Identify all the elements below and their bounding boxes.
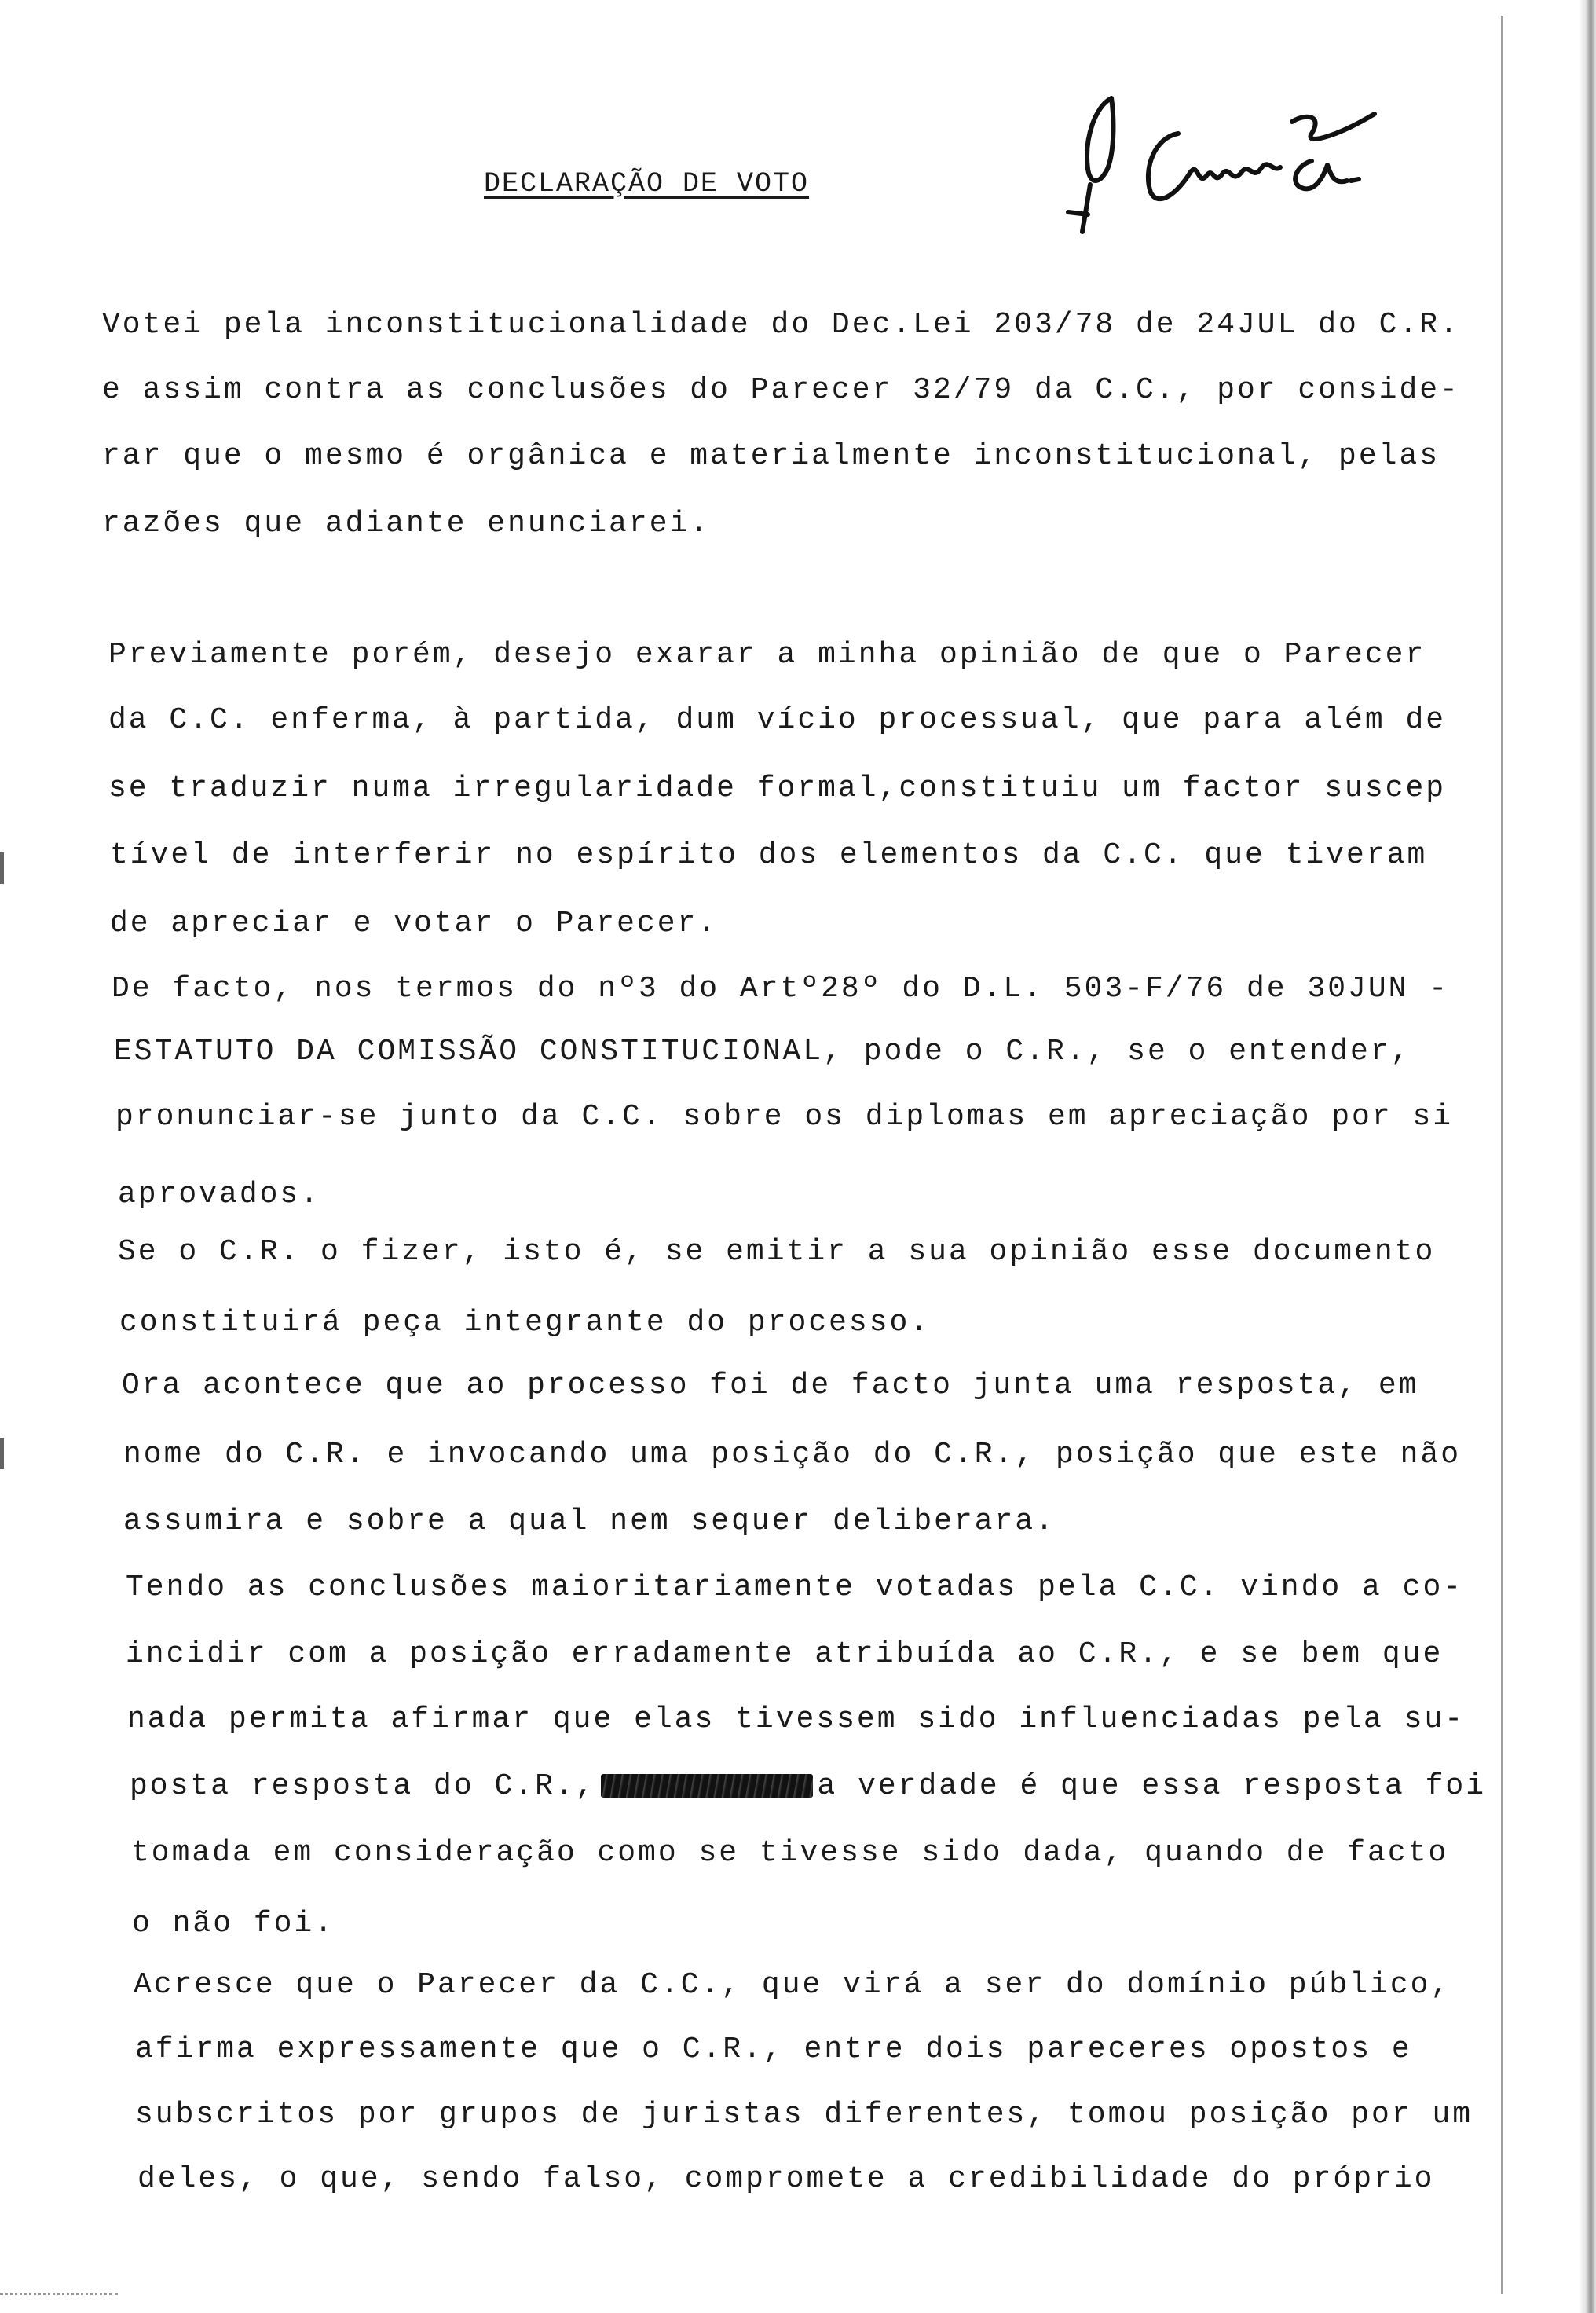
text-line-7: se traduzir numa irregularidade formal,constituiu um factor suscep bbox=[108, 772, 1447, 805]
text-line-20: incidir com a posição erradamente atribuída ao C.R., e se bem que bbox=[126, 1637, 1444, 1671]
text-line-1: Votei pela inconstitucionalidade do Dec.Lei 203/78 de 24JUL do C.R. bbox=[102, 308, 1460, 342]
text-line-26: afirma expressamente que o C.R., entre dois pareceres opostos e bbox=[135, 2033, 1412, 2066]
text-line-16: Ora acontece que ao processo foi de facto junta uma resposta, em bbox=[122, 1369, 1419, 1402]
text-line-19: Tendo as conclusões maioritariamente votadas pela C.C. vindo a co- bbox=[126, 1571, 1464, 1604]
scan-margin-line bbox=[1501, 16, 1503, 2294]
text-line-27: subscritos por grupos de juristas diferentes, tomou posição por um bbox=[135, 2098, 1473, 2132]
scan-bottom-dots bbox=[0, 2293, 118, 2297]
text-line-10: De facto, nos termos do nº3 do Artº28º do D.L. 503-F/76 de 30JUN - bbox=[112, 972, 1450, 1006]
text-line-18: assumira e sobre a qual nem sequer deliberara. bbox=[123, 1505, 1056, 1538]
scan-edge-mark bbox=[0, 852, 4, 884]
text-line-11: ESTATUTO DA COMISSÃO CONSTITUCIONAL, pode o C.R., se o entender, bbox=[114, 1035, 1411, 1069]
text-line-6: da C.C. enferma, à partida, dum vício processual, que para além de bbox=[108, 703, 1447, 737]
text-line-13: aprovados. bbox=[118, 1178, 321, 1211]
scan-edge-right bbox=[1579, 0, 1596, 2313]
text-line-5: Previamente porém, desejo exarar a minha opinião de que o Parecer bbox=[108, 638, 1426, 672]
text-line-2: e assim contra as conclusões do Parecer 32/79 da C.C., por conside- bbox=[102, 373, 1460, 407]
text-line-3: rar que o mesmo é orgânica e materialmente inconstitucional, pelas bbox=[102, 439, 1440, 473]
redaction-mark bbox=[601, 1774, 813, 1798]
text-line-22-start: posta resposta do C.R., bbox=[130, 1769, 596, 1803]
handwritten-signature bbox=[1052, 75, 1398, 244]
text-line-25: Acresce que o Parecer da C.C., que virá a ser do domínio público, bbox=[134, 1968, 1451, 2002]
text-line-22 bbox=[130, 1769, 1487, 1803]
text-line-24: o não foi. bbox=[132, 1907, 335, 1941]
text-line-4: razões que adiante enunciarei. bbox=[102, 507, 711, 541]
text-line-12: pronunciar-se junto da C.C. sobre os diplomas em apreciação por si bbox=[115, 1100, 1454, 1134]
text-line-14: Se o C.R. o fizer, isto é, se emitir a sua opinião esse documento bbox=[118, 1235, 1436, 1269]
text-line-28: deles, o que, sendo falso, compromete a credibilidade do próprio bbox=[137, 2162, 1435, 2196]
scan-edge-mark bbox=[0, 1438, 4, 1469]
document-title: DECLARAÇÃO DE VOTO bbox=[484, 168, 810, 200]
signature-icon bbox=[1052, 75, 1398, 244]
text-line-9: de apreciar e votar o Parecer. bbox=[110, 907, 719, 940]
text-line-17: nome do C.R. e invocando uma posição do C.R., posição que este não bbox=[123, 1438, 1462, 1472]
text-line-15: constituirá peça integrante do processo. bbox=[119, 1306, 931, 1340]
text-line-21: nada permita afirmar que elas tivessem sido influenciadas pela su- bbox=[127, 1703, 1466, 1736]
text-line-22-end: a verdade é que essa resposta foi bbox=[817, 1769, 1487, 1803]
text-line-8: tível de interferir no espírito dos elementos da C.C. que tiveram bbox=[110, 838, 1428, 872]
text-line-23: tomada em consideração como se tivesse sido dada, quando de facto bbox=[131, 1836, 1449, 1870]
